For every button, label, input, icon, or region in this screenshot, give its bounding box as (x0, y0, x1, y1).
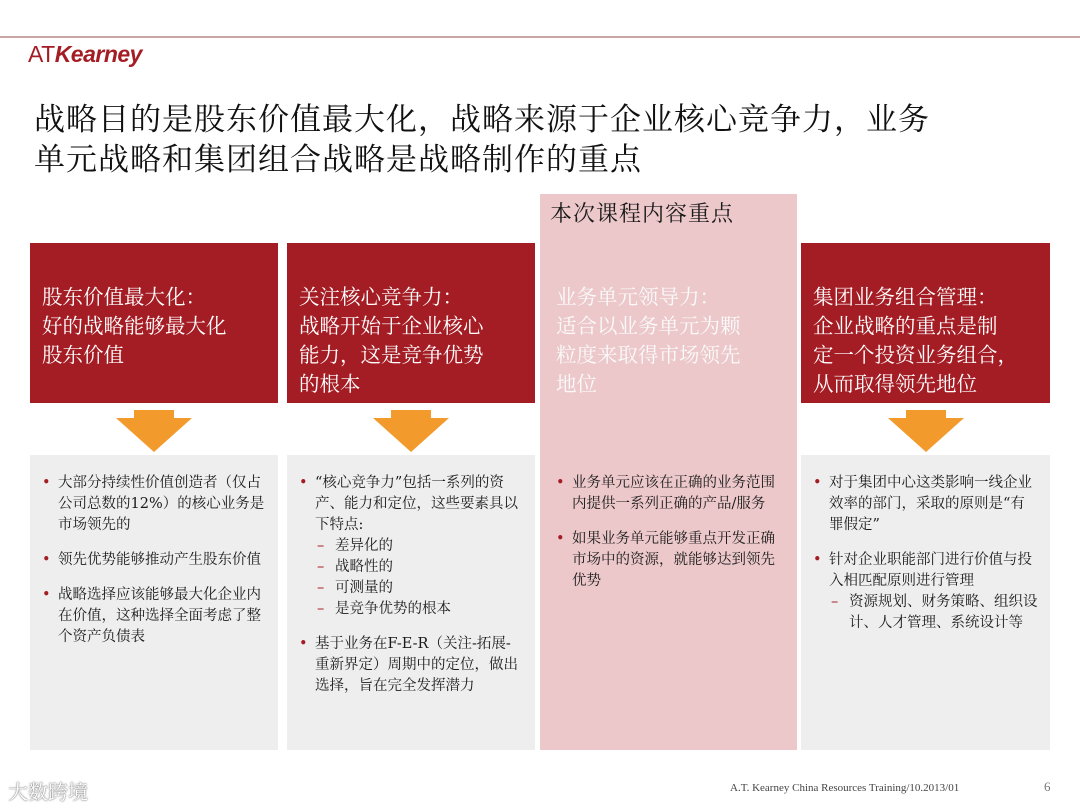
bullet-text: • 大部分持续性价值创造者（仅占公司总数的12%）的核心业务是市场领先的 (58, 475, 265, 533)
bullet-text: • 战略选择应该能够最大化企业内在价值，这种选择全面考虑了整个资产负债表 (58, 587, 261, 645)
down-arrow-icon (373, 418, 449, 452)
column-header-1 (30, 243, 278, 403)
bullet-item (42, 585, 266, 648)
sub-bullet: – 资源规划、财务策略、组织设计、人才管理、系统设计等 (829, 592, 1038, 634)
header-line: 企业战略的重点是制 (813, 314, 998, 338)
header-line: 能力，这是竞争优势 (299, 343, 484, 367)
bullet-item (42, 550, 266, 571)
header-line: 粒度来取得市场领先 (556, 343, 741, 367)
sub-bullet: – 是竞争优势的根本 (315, 599, 523, 620)
bullet-item (42, 473, 266, 536)
header-line: 股东价值最大化： (42, 285, 206, 309)
page-title (34, 100, 1054, 180)
header-line: 从而取得领先地位 (813, 372, 977, 396)
title-line-1: 战略目的是股东价值最大化，战略来源于企业核心竞争力，业务 (34, 102, 930, 138)
header-line: 集团业务组合管理： (813, 285, 998, 309)
bullet-item (813, 550, 1038, 634)
footer-text: A.T. Kearney China Resources Training/10.2013/01 (730, 782, 960, 794)
bullet-text: • 业务单元应该在正确的业务范围内提供一系列正确的产品/服务 (572, 475, 775, 512)
title-line-2: 单元战略和集团组合战略是战略制作的重点 (34, 142, 642, 178)
column-content-2 (287, 455, 535, 750)
watermark: 大数跨境 (8, 780, 88, 804)
header-line: 业务单元领导力： (556, 285, 720, 309)
top-rule (0, 36, 1080, 38)
header-line: 战略开始于企业核心 (299, 314, 484, 338)
header-line: 股东价值 (42, 343, 124, 367)
sub-bullet: – 战略性的 (315, 557, 523, 578)
page-number: 6 (1044, 779, 1051, 794)
sub-bullet: – 差异化的 (315, 536, 523, 557)
header-line: 适合以业务单元为颗 (556, 314, 741, 338)
bullet-text: • 领先优势能够推动产生股东价值 (58, 552, 261, 568)
bullet-item (556, 529, 780, 592)
header-line: 的根本 (299, 372, 361, 396)
column-header-4 (801, 243, 1050, 403)
bullet-text: • 如果业务单元能够重点开发正确市场中的资源，就能够达到领先优势 (572, 531, 775, 589)
atkearney-logo: ATKearney (28, 41, 142, 67)
column-content-4 (801, 455, 1050, 750)
bullet-text: • 针对企业职能部门进行价值与投入相匹配原则进行管理 (829, 552, 1032, 589)
course-focus-label: 本次课程内容重点 (550, 202, 735, 227)
bullet-text: • 基于业务在F-E-R（关注-拓展-重新界定）周期中的定位，做出选择，旨在完全发挥潜力 (315, 636, 518, 694)
header-line: 地位 (556, 372, 597, 396)
arrow-stem (391, 410, 431, 418)
down-arrow-icon (888, 418, 964, 452)
column-content-3 (544, 455, 792, 750)
bullet-item (813, 473, 1038, 536)
arrow-stem (134, 410, 174, 418)
bullet-text: • 对于集团中心这类影响一线企业效率的部门，采取的原则是“有罪假定” (829, 475, 1032, 533)
sub-bullet: – 可测量的 (315, 578, 523, 599)
bullet-text: • “核心竞争力”包括一系列的资产、能力和定位，这些要素具以下特点: (315, 475, 518, 533)
down-arrow-icon (116, 418, 192, 452)
arrow-stem (906, 410, 946, 418)
header-line: 定一个投资业务组合， (813, 343, 1018, 367)
column-header-3 (544, 243, 792, 403)
header-line: 好的战略能够最大化 (42, 314, 227, 338)
bullet-item (299, 634, 523, 697)
bullet-item (556, 473, 780, 515)
column-content-1 (30, 455, 278, 750)
column-header-2 (287, 243, 535, 403)
bullet-item (299, 473, 523, 620)
header-line: 关注核心竞争力： (299, 285, 463, 309)
